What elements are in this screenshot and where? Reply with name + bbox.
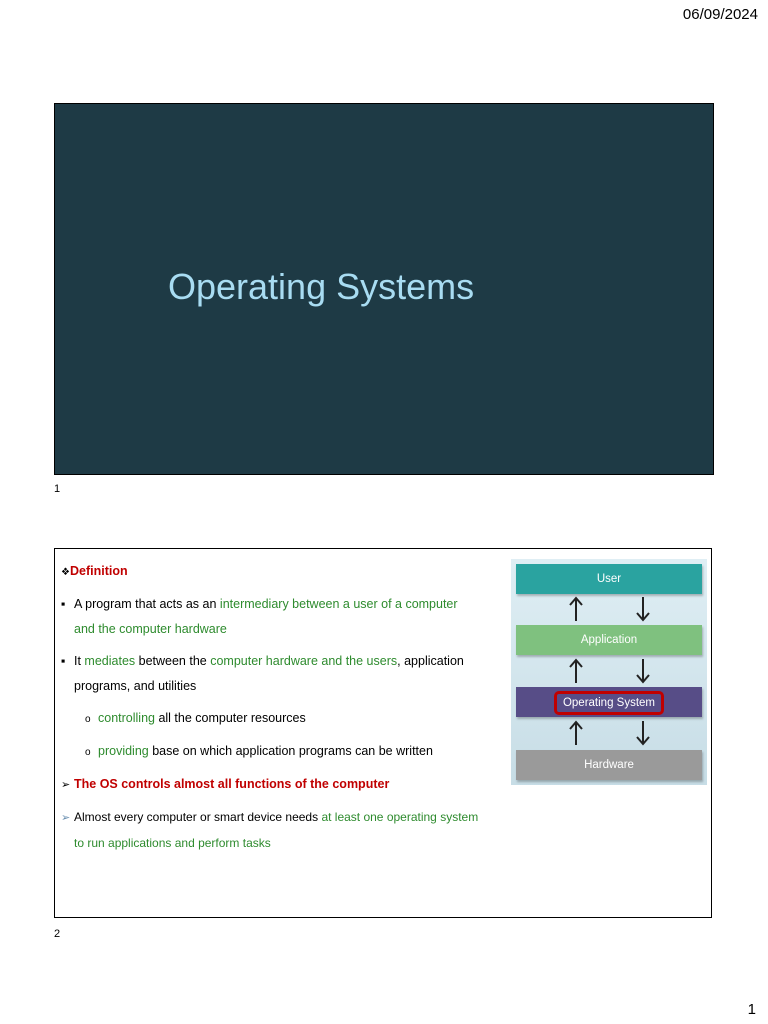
square-bullet-icon: ▪: [61, 597, 66, 611]
bullet-mediates-text-3: , application: [397, 654, 464, 668]
os-layer-diagram: [511, 559, 707, 785]
layer-operating-system-label: Operating System: [554, 691, 664, 715]
layer-operating-system: [516, 687, 702, 717]
bullet-program-highlight-cont: and the computer hardware: [74, 622, 227, 636]
bullet-mediates-text: It: [74, 654, 85, 668]
bullet-program-cont: [61, 617, 509, 642]
slide-1-title: Operating Systems: [168, 266, 475, 307]
slide-1-number: 1: [54, 483, 61, 495]
slide-2-text: [61, 559, 509, 856]
bullet-mediates-highlight: mediates: [84, 654, 136, 668]
sub-bullet-providing: [61, 739, 509, 765]
bullet-mediates-text-4: programs, and utilities: [74, 679, 197, 693]
point-os-controls-text: The OS controls almost all functions of the computer: [74, 777, 390, 791]
slide-2-number: 2: [54, 928, 61, 940]
circle-bullet-icon: o: [85, 714, 91, 725]
layer-arrows: [511, 595, 707, 623]
bullet-mediates: [61, 649, 509, 674]
definition-heading-text: Definition: [69, 564, 128, 578]
bullet-mediates-text-2: between the: [135, 654, 211, 668]
layer-application: Application: [516, 625, 702, 655]
definition-heading: [61, 559, 509, 585]
slide-1-title-slide: [54, 103, 714, 475]
arrowhead-bullet-icon: ➢: [61, 812, 71, 824]
handout-date: 06/09/2024: [682, 6, 758, 23]
diamond-bullet-icon: ❖: [61, 567, 70, 578]
bullet-mediates-highlight-2: computer hardware and the users: [210, 654, 398, 668]
sub-bullet-providing-highlight: providing: [98, 744, 149, 758]
arrowhead-bullet-icon: ➢: [61, 779, 71, 791]
sub-bullet-controlling-highlight: controlling: [98, 711, 155, 725]
layer-arrows: [511, 719, 707, 747]
layer-user: User: [516, 564, 702, 594]
bullet-program: [61, 592, 509, 617]
square-bullet-icon: ▪: [61, 654, 66, 668]
circle-bullet-icon: o: [85, 747, 91, 758]
bullet-program-highlight: intermediary between a user of a computer: [219, 597, 458, 611]
sub-bullet-providing-text: base on which application programs can be written: [148, 744, 433, 758]
sub-bullet-controlling-text: all the computer resources: [154, 711, 306, 725]
up-down-arrows-icon: [511, 595, 707, 623]
sub-bullet-controlling: [61, 706, 509, 732]
point-almost-every: [61, 805, 509, 831]
slide-2-definition: [54, 548, 712, 918]
point-os-controls: [61, 772, 509, 798]
point-almost-every-highlight-cont: to run applications and perform tasks: [74, 836, 271, 850]
point-almost-every-text: Almost every computer or smart device needs: [74, 810, 322, 824]
up-down-arrows-icon: [511, 719, 707, 747]
bullet-program-text: A program that acts as an: [74, 597, 220, 611]
layer-hardware: Hardware: [516, 750, 702, 780]
point-almost-every-cont: [61, 831, 509, 856]
bullet-mediates-cont: [61, 674, 509, 699]
layer-arrows: [511, 657, 707, 685]
page-number: 1: [747, 1001, 756, 1018]
up-down-arrows-icon: [511, 657, 707, 685]
point-almost-every-highlight: at least one operating system: [321, 810, 479, 824]
